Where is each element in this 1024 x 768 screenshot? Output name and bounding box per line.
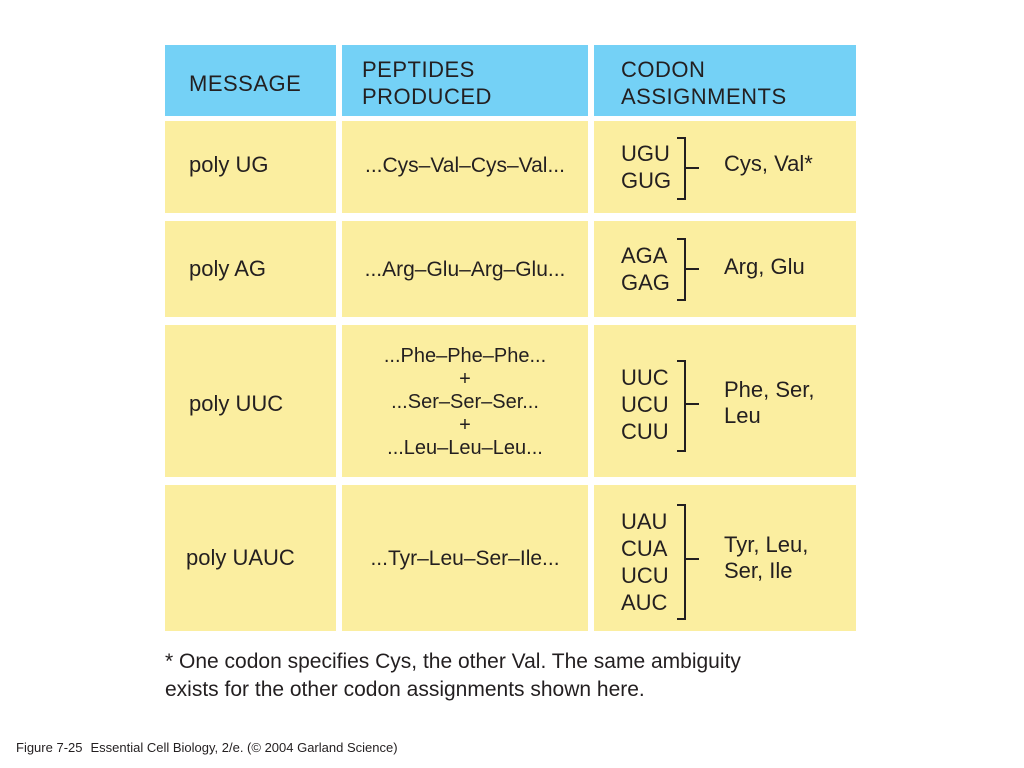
row-3-bracket	[677, 360, 686, 452]
row-4-message: poly UAUC	[186, 545, 295, 570]
row-3-bracket-tick	[686, 403, 699, 405]
row-2-message-cell	[165, 221, 336, 317]
row-2-peptides-cell	[342, 221, 588, 317]
row-2-message: poly AG	[189, 256, 267, 281]
row-3-assignment-line: Leu	[724, 403, 761, 428]
row-3-codon: CUU	[621, 419, 669, 444]
row-2-bracket-tick	[686, 268, 699, 270]
row-2-codon: GAG	[621, 270, 670, 295]
footnote-line-1: * One codon specifies Cys, the other Val. The same ambiguity	[165, 650, 741, 673]
row-4-peptides-cell	[342, 485, 588, 631]
row-4-codon: UAU	[621, 509, 668, 534]
figure-caption	[16, 740, 398, 755]
figure-source: Essential Cell Biology, 2/e. (© 2004 Garland Science)	[90, 740, 398, 755]
row-3-codon: UCU	[621, 392, 669, 417]
row-2-assignment-line: Arg, Glu	[724, 254, 805, 279]
row-3-peptide: ...Phe–Phe–Phe...	[383, 345, 547, 367]
row-1-bracket-tick	[686, 167, 699, 169]
header-codons	[594, 45, 856, 116]
row-4-codons-cell	[594, 485, 856, 631]
row-4-codon-list	[621, 508, 669, 616]
row-3-codon: UUC	[621, 365, 669, 390]
header-codons-line2: ASSIGNMENTS	[621, 84, 787, 109]
row-4-codon: UCU	[621, 563, 669, 588]
header-peptides	[342, 45, 588, 116]
row-4-assignment-line: Ser, Ile	[724, 558, 793, 583]
row-3-plus-sign: +	[459, 368, 471, 390]
row-3-codon-list	[621, 364, 669, 445]
header-codons-label	[621, 56, 787, 110]
header-message	[165, 45, 336, 116]
row-1-codon: GUG	[621, 168, 672, 193]
row-3-plus-sign: +	[459, 414, 471, 436]
row-2-peptide: ...Arg–Glu–Arg–Glu...	[364, 258, 566, 281]
row-1-message-cell	[165, 121, 336, 213]
row-1-message: poly UG	[189, 152, 269, 177]
row-1-peptide: ...Cys–Val–Cys–Val...	[365, 154, 565, 177]
row-3-peptide: ...Leu–Leu–Leu...	[387, 437, 543, 459]
footnote	[165, 648, 885, 704]
row-4-message-cell	[165, 485, 336, 631]
row-2-codon: AGA	[621, 243, 668, 268]
row-3-assignment-line: Phe, Ser,	[724, 377, 815, 402]
row-3-codons-cell	[594, 325, 856, 477]
row-2-assignment	[724, 254, 805, 280]
header-peptides-line2: PRODUCED	[362, 84, 492, 109]
row-4-bracket	[677, 504, 686, 620]
row-1-codon-list	[621, 140, 671, 194]
row-1-assignment	[724, 151, 813, 177]
footnote-line-2: exists for the other codon assignments shown here.	[165, 678, 645, 701]
row-4-assignment-line: Tyr, Leu,	[724, 532, 809, 557]
row-1-codon: UGU	[621, 141, 670, 166]
row-3-peptide: ...Ser–Ser–Ser...	[391, 391, 539, 413]
row-4-bracket-tick	[686, 558, 699, 560]
row-2-codon-list	[621, 242, 670, 296]
header-message-label: MESSAGE	[189, 71, 302, 96]
row-2-codons-cell	[594, 221, 856, 317]
figure-number: Figure 7-25	[16, 740, 83, 755]
row-1-assignment-line: Cys, Val*	[724, 151, 813, 176]
header-codons-line1: CODON	[621, 57, 706, 82]
header-peptides-line1: PEPTIDES	[362, 57, 475, 82]
row-1-bracket	[677, 137, 686, 200]
row-3-peptide-list	[342, 345, 588, 460]
row-3-peptides-cell	[342, 325, 588, 477]
row-1-codons-cell	[594, 121, 856, 213]
row-2-bracket	[677, 238, 686, 301]
row-3-assignment	[724, 377, 815, 429]
row-3-message-cell	[165, 325, 336, 477]
row-4-peptide: ...Tyr–Leu–Ser–Ile...	[370, 547, 560, 570]
row-3-message: poly UUC	[189, 391, 284, 416]
row-4-codon: AUC	[621, 590, 668, 615]
row-1-peptides-cell	[342, 121, 588, 213]
header-peptides-label	[362, 56, 492, 110]
row-4-assignment	[724, 532, 808, 584]
row-4-codon: CUA	[621, 536, 668, 561]
